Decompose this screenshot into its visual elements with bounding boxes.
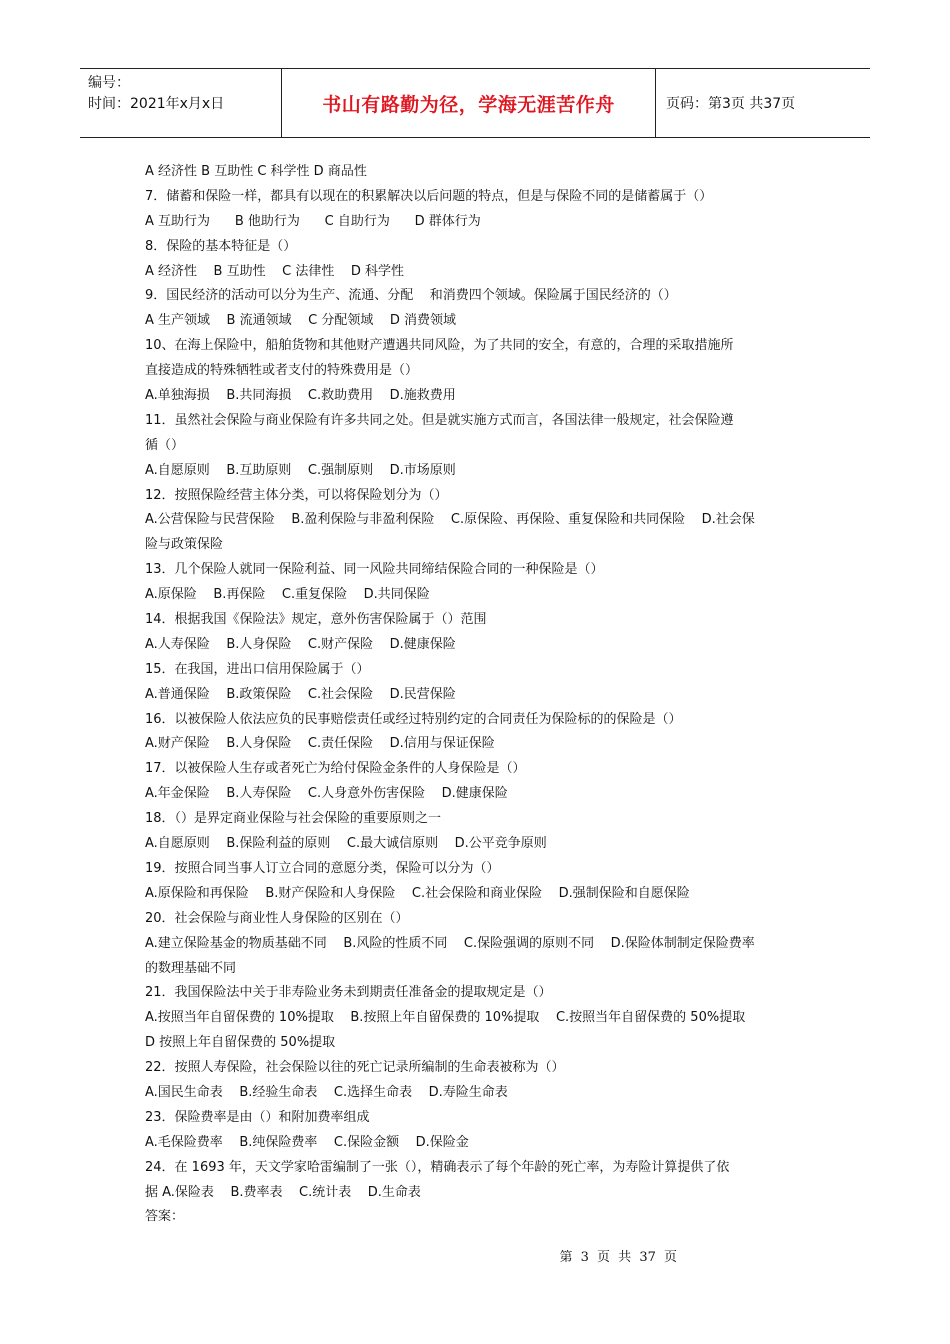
text-line: 15．在我国，进出口信用保险属于（） (145, 661, 370, 677)
text-line: A 生产领域 B 流通领域 C 分配领域 D 消费领域 (145, 313, 457, 329)
text-line: A.普通保险 B.政策保险 C.社会保险 D.民营保险 (145, 686, 456, 702)
text-line: A 经济性 B 互助性 C 科学性 D 商品性 (145, 164, 367, 179)
text-line: A 互助行为 B 他助行为 C 自助行为 D 群体行为 (145, 213, 481, 229)
text-line: A.单独海损 B.共同海损 C.救助费用 D.施救费用 (145, 388, 456, 404)
text-line: 23．保险费率是由（）和附加费率组成 (145, 1109, 370, 1125)
text-line: A.国民生命表 B.经验生命表 C.选择生命表 D.寿险生命表 (145, 1084, 508, 1100)
text-line: 据 A.保险表 B.费率表 C.统计表 D.生命表 (145, 1184, 421, 1200)
text-line: 的数理基础不同 (145, 960, 237, 976)
text-line: A.原保险和再保险 B.财产保险和人身保险 C.社会保险和商业保险 D.强制保险和自愿保险 (145, 885, 690, 901)
text-line: 10、在海上保险中，船舶货物和其他财产遭遇共同风险，为了共同的安全，有意的，合理的采取措施所 (145, 338, 734, 354)
text-line: A.毛保险费率 B.纯保险费率 C.保险金额 D.保险金 (145, 1134, 469, 1150)
document-number-label: 编号： (88, 75, 130, 91)
text-line: 8．保险的基本特征是（） (145, 238, 297, 254)
text-line: 24．在 1693 年，天文学家哈雷编制了一张（），精确表示了每个年龄的死亡率，为寿险计算提供了依 (145, 1159, 730, 1175)
text-line: A.公营保险与民营保险 B.盈利保险与非盈利保险 C.原保险、再保险、重复保险和共同保险 D.社会保 (145, 512, 755, 528)
text-line: D 按照上年自留保费的 50%提取 (145, 1035, 336, 1051)
text-line: 11．虽然社会保险与商业保险有许多共同之处。但是就实施方式而言，各国法律一般规定，社会保险遵 (145, 412, 734, 428)
page-header (80, 68, 870, 138)
text-line: 20．社会保险与商业性人身保险的区别在（） (145, 910, 409, 926)
page-footer: 第 3 页 共 37 页 (559, 1250, 677, 1265)
text-line: 16．以被保险人依法应负的民事赔偿责任或经过特别约定的合同责任为保险标的的保险是（） (145, 711, 682, 727)
text-line: 14．根据我国《保险法》规定，意外伤害保险属于（）范围 (145, 612, 487, 628)
text-line: A 经济性 B 互助性 C 法律性 D 科学性 (145, 263, 405, 279)
text-line: 21．我国保险法中关于非寿险业务未到期责任准备金的提取规定是（） (145, 985, 552, 1001)
text-line: A.建立保险基金的物质基础不同 B.风险的性质不同 C.保险强调的原则不同 D.保险体制制定保险费率 (145, 935, 755, 951)
text-line: 直接造成的特殊牺牲或者支付的特殊费用是（） (145, 363, 419, 379)
text-line: A.原保险 B.再保险 C.重复保险 D.共同保险 (145, 587, 430, 603)
document-body (145, 160, 815, 1230)
text-line: 19．按照合同当事人订立合同的意愿分类，保险可以分为（） (145, 860, 500, 876)
text-line: A.自愿原则 B.保险利益的原则 C.最大诚信原则 D.公平竞争原则 (145, 836, 547, 852)
text-line: 险与政策保险 (145, 537, 224, 553)
text-line: 17．以被保险人生存或者死亡为给付保险金条件的人身保险是（） (145, 761, 526, 777)
text-line: 9．国民经济的活动可以分为生产、流通、分配 和消费四个领域。保险属于国民经济的（） (145, 288, 677, 304)
header-page-info: 页码：第3页 共37页 (666, 96, 796, 112)
text-line: 循（） (145, 437, 185, 453)
text-line: A.年金保险 B.人寿保险 C.人身意外伤害保险 D.健康保险 (145, 786, 508, 802)
text-line: 12．按照保险经营主体分类，可以将保险划分为（） (145, 487, 448, 503)
text-line: 13．几个保险人就同一保险利益、同一风险共同缔结保险合同的一种保险是（） (145, 562, 604, 578)
text-line: A.自愿原则 B.互助原则 C.强制原则 D.市场原则 (145, 462, 456, 478)
text-line: A.财产保险 B.人身保险 C.责任保险 D.信用与保证保险 (145, 736, 495, 752)
header-meta (80, 69, 282, 137)
text-line: 7．储蓄和保险一样，都具有以现在的积累解决以后问题的特点，但是与保险不同的是储蓄属于（） (145, 188, 713, 204)
text-line: A.按照当年自留保费的 10%提取 B.按照上年自留保费的 10%提取 C.按照当年自留保费的 50%提取 (145, 1010, 746, 1026)
header-motto: 书山有路勤为径，学海无涯苦作舟 (282, 69, 656, 137)
text-line: 答案： (145, 1209, 185, 1225)
document-date: 时间：2021年x月x日 (88, 96, 225, 112)
text-line: A.人寿保险 B.人身保险 C.财产保险 D.健康保险 (145, 636, 456, 652)
text-line: 22．按照人寿保险，社会保险以往的死亡记录所编制的生命表被称为（） (145, 1060, 565, 1076)
text-line: 18．（）是界定商业保险与社会保险的重要原则之一 (145, 811, 442, 827)
